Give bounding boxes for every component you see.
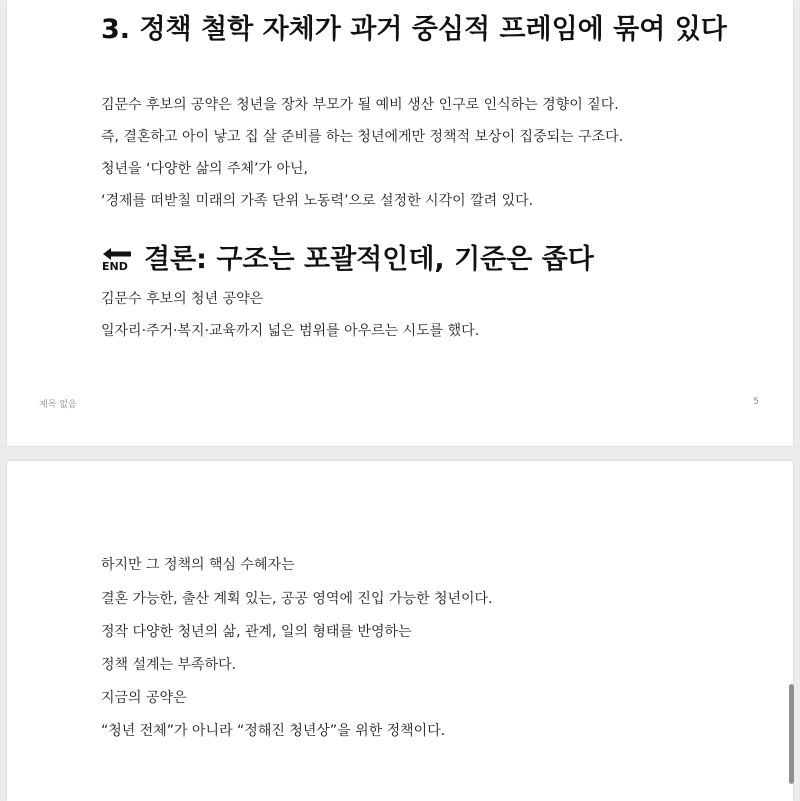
paragraph-line: 정작 다양한 청년의 삶, 관계, 일의 형태를 반영하는 [101,624,412,640]
document-page-5 [7,0,793,446]
document-page-6 [7,461,793,801]
vertical-scrollbar[interactable] [789,684,794,784]
paragraph-line: 지금의 공약은 [101,690,187,706]
footer-page-number: 5 [753,397,759,407]
paragraph-line: 결혼 가능한, 출산 계획 있는, 공공 영역에 진입 가능한 청년이다. [101,591,493,607]
conclusion-heading [101,240,594,280]
paragraph-line: 김문수 후보의 청년 공약은 [101,291,264,307]
left-arrow-icon [102,247,132,261]
section-heading-3: 3. 정책 철학 자체가 과거 중심적 프레임에 묶여 있다 [101,14,727,45]
conclusion-heading-text: 결론: 구조는 포괄적인데, 기준은 좁다 [144,244,594,275]
paragraph-line: “청년 전체”가 아니라 “정해진 청년상”을 위한 정책이다. [101,723,446,739]
paragraph-line: 일자리·주거·복지·교육까지 넓은 범위를 아우르는 시도를 했다. [101,323,480,339]
paragraph-line: 즉, 결혼하고 아이 낳고 집 살 준비를 하는 청년에게만 정책적 보상이 집중되는 구조다. [101,129,624,145]
paragraph-line: 하지만 그 정책의 핵심 수혜자는 [101,557,295,573]
paragraph-line: ‘경제를 떠받칠 미래의 가족 단위 노동력’으로 설정한 시각이 깔려 있다. [101,193,534,209]
paragraph-line: 정책 설계는 부족하다. [101,657,237,673]
end-arrow-icon [101,245,134,275]
paragraph-line: 청년을 ‘다양한 삶의 주체’가 아닌, [101,161,308,177]
footer-document-title: 제목 없음 [39,400,77,410]
end-icon-label: END [102,260,128,273]
paragraph-line: 김문수 후보의 공약은 청년을 장차 부모가 될 예비 생산 인구로 인식하는 경향이 짙다. [101,97,619,113]
